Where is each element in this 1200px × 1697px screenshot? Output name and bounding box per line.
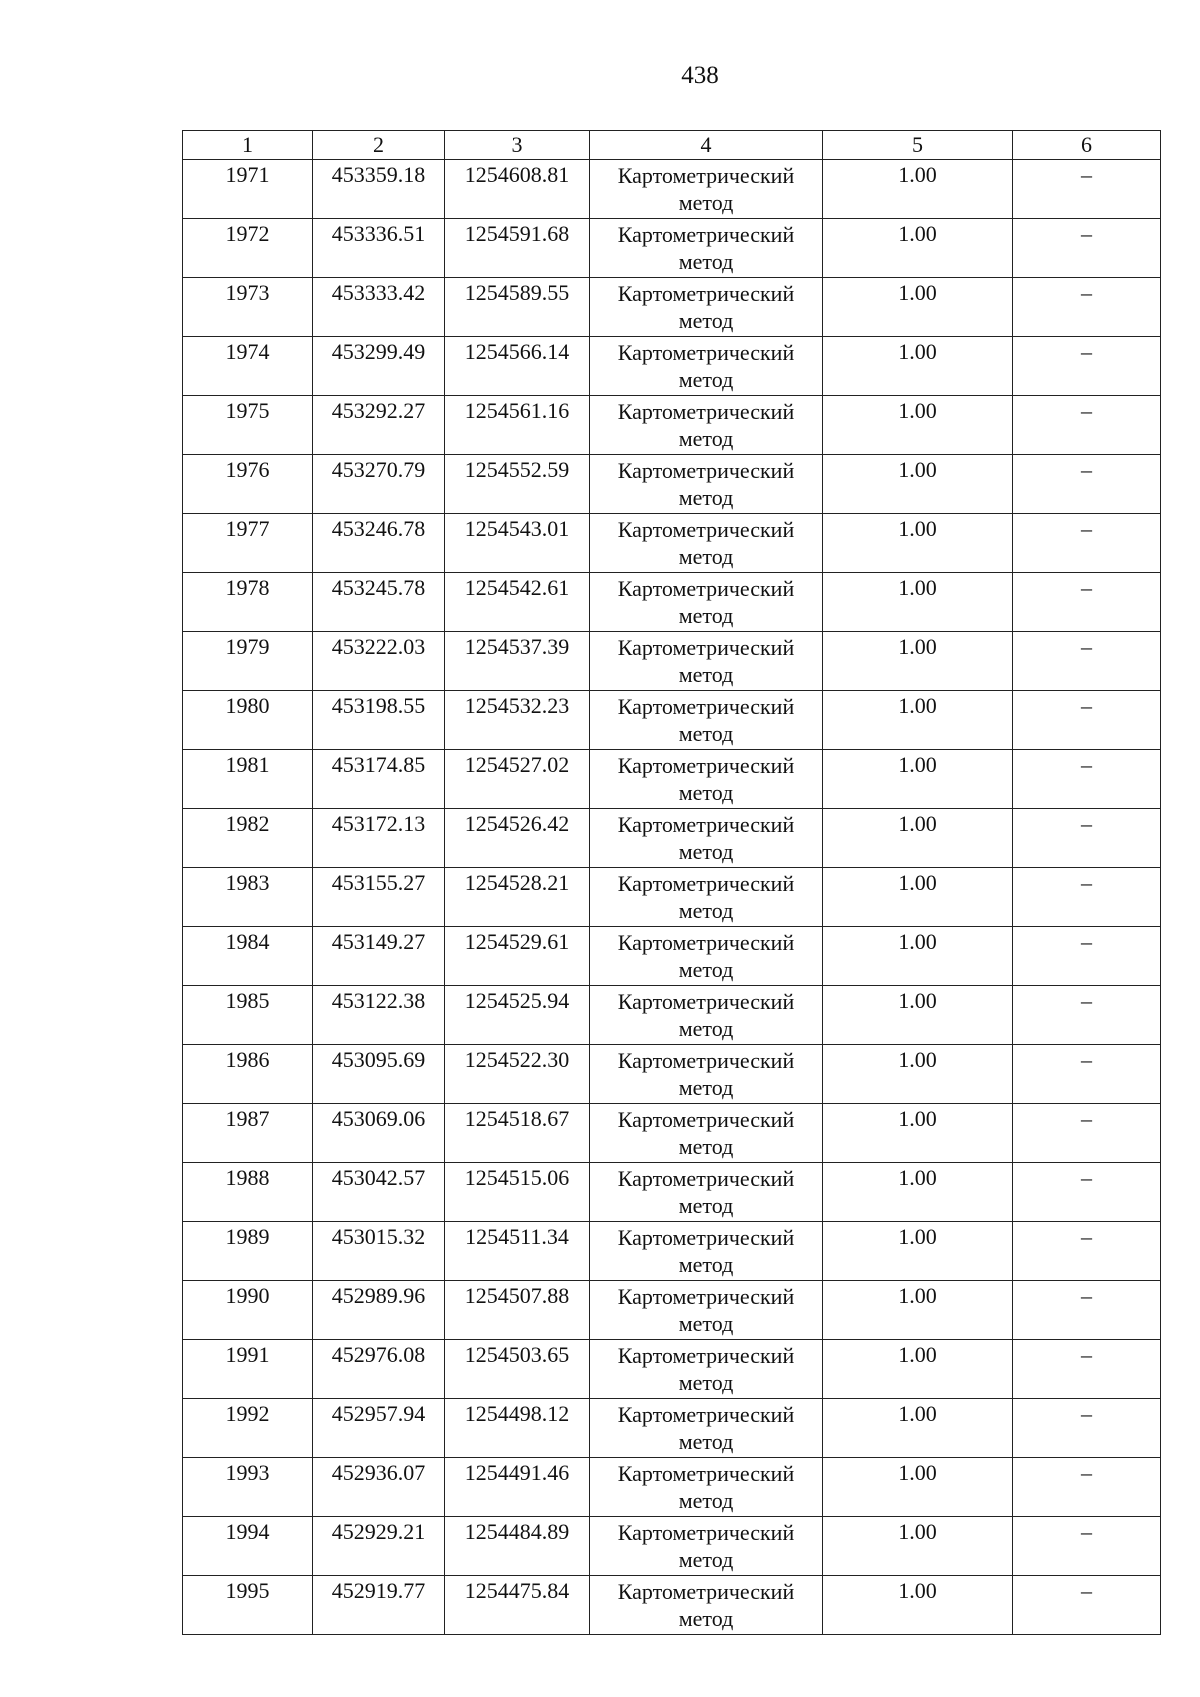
point-number-cell: 1986 [183, 1045, 313, 1104]
note-cell: – [1013, 455, 1161, 514]
point-number-cell: 1976 [183, 455, 313, 514]
point-number-cell: 1971 [183, 160, 313, 219]
accuracy-cell: 1.00 [823, 219, 1013, 278]
method-cell [590, 337, 823, 396]
y-coordinate-cell: 1254475.84 [445, 1576, 590, 1635]
x-coordinate-cell: 453299.49 [313, 337, 445, 396]
note-cell: – [1013, 1399, 1161, 1458]
accuracy-cell: 1.00 [823, 632, 1013, 691]
table-header-row [183, 131, 1161, 160]
y-coordinate-cell: 1254503.65 [445, 1340, 590, 1399]
table-row [183, 1281, 1161, 1340]
y-coordinate-cell: 1254561.16 [445, 396, 590, 455]
table-row [183, 1222, 1161, 1281]
method-line-1: Картометрический [617, 1520, 795, 1545]
note-cell: – [1013, 1517, 1161, 1576]
accuracy-cell: 1.00 [823, 573, 1013, 632]
note-cell: – [1013, 750, 1161, 809]
method-line-1: Картометрический [617, 399, 795, 424]
method-cell [590, 1399, 823, 1458]
y-coordinate-cell: 1254529.61 [445, 927, 590, 986]
x-coordinate-cell: 452957.94 [313, 1399, 445, 1458]
method-cell [590, 1163, 823, 1222]
note-cell: – [1013, 868, 1161, 927]
point-number-cell: 1993 [183, 1458, 313, 1517]
accuracy-cell: 1.00 [823, 986, 1013, 1045]
method-line-1: Картометрический [617, 635, 795, 660]
method-line-2: метод [678, 1429, 734, 1454]
x-coordinate-cell: 453172.13 [313, 809, 445, 868]
method-line-1: Картометрический [617, 222, 795, 247]
method-line-2: метод [678, 190, 734, 215]
note-cell: – [1013, 278, 1161, 337]
note-cell: – [1013, 809, 1161, 868]
accuracy-cell: 1.00 [823, 1576, 1013, 1635]
table-row [183, 809, 1161, 868]
method-line-1: Картометрический [617, 753, 795, 778]
method-line-2: метод [678, 839, 734, 864]
method-cell [590, 1104, 823, 1163]
method-line-1: Картометрический [617, 1284, 795, 1309]
method-cell [590, 160, 823, 219]
point-number-cell: 1990 [183, 1281, 313, 1340]
point-number-cell: 1992 [183, 1399, 313, 1458]
table-row [183, 1340, 1161, 1399]
y-coordinate-cell: 1254498.12 [445, 1399, 590, 1458]
note-cell: – [1013, 691, 1161, 750]
x-coordinate-cell: 453245.78 [313, 573, 445, 632]
note-cell: – [1013, 632, 1161, 691]
table-row [183, 455, 1161, 514]
point-number-cell: 1979 [183, 632, 313, 691]
method-cell [590, 396, 823, 455]
x-coordinate-cell: 453292.27 [313, 396, 445, 455]
x-coordinate-cell: 453174.85 [313, 750, 445, 809]
point-number-cell: 1974 [183, 337, 313, 396]
y-coordinate-cell: 1254515.06 [445, 1163, 590, 1222]
y-coordinate-cell: 1254527.02 [445, 750, 590, 809]
method-line-2: метод [678, 721, 734, 746]
y-coordinate-cell: 1254542.61 [445, 573, 590, 632]
table-row [183, 573, 1161, 632]
accuracy-cell: 1.00 [823, 1163, 1013, 1222]
x-coordinate-cell: 453336.51 [313, 219, 445, 278]
method-line-2: метод [678, 1370, 734, 1395]
table-row [183, 1104, 1161, 1163]
table-body [183, 131, 1161, 1635]
note-cell: – [1013, 1222, 1161, 1281]
method-line-2: метод [678, 544, 734, 569]
method-line-1: Картометрический [617, 1402, 795, 1427]
x-coordinate-cell: 453359.18 [313, 160, 445, 219]
method-line-2: метод [678, 1075, 734, 1100]
method-cell [590, 278, 823, 337]
note-cell: – [1013, 927, 1161, 986]
method-line-1: Картометрический [617, 458, 795, 483]
x-coordinate-cell: 453155.27 [313, 868, 445, 927]
table-row [183, 514, 1161, 573]
point-number-cell: 1991 [183, 1340, 313, 1399]
method-line-1: Картометрический [617, 1461, 795, 1486]
accuracy-cell: 1.00 [823, 160, 1013, 219]
method-line-2: метод [678, 426, 734, 451]
accuracy-cell: 1.00 [823, 1104, 1013, 1163]
method-cell [590, 219, 823, 278]
method-cell [590, 1576, 823, 1635]
method-line-2: метод [678, 1016, 734, 1041]
table-row [183, 927, 1161, 986]
method-line-2: метод [678, 367, 734, 392]
method-cell [590, 868, 823, 927]
table-row [183, 986, 1161, 1045]
y-coordinate-cell: 1254537.39 [445, 632, 590, 691]
accuracy-cell: 1.00 [823, 455, 1013, 514]
note-cell: – [1013, 573, 1161, 632]
method-cell [590, 1458, 823, 1517]
y-coordinate-cell: 1254566.14 [445, 337, 590, 396]
y-coordinate-cell: 1254491.46 [445, 1458, 590, 1517]
point-number-cell: 1977 [183, 514, 313, 573]
note-cell: – [1013, 1458, 1161, 1517]
accuracy-cell: 1.00 [823, 396, 1013, 455]
method-cell [590, 1517, 823, 1576]
method-line-2: метод [678, 1311, 734, 1336]
accuracy-cell: 1.00 [823, 1458, 1013, 1517]
method-cell [590, 1281, 823, 1340]
method-line-1: Картометрический [617, 1166, 795, 1191]
method-line-1: Картометрический [617, 930, 795, 955]
point-number-cell: 1988 [183, 1163, 313, 1222]
method-line-2: метод [678, 1193, 734, 1218]
x-coordinate-cell: 452936.07 [313, 1458, 445, 1517]
note-cell: – [1013, 1576, 1161, 1635]
y-coordinate-cell: 1254532.23 [445, 691, 590, 750]
table-row [183, 1045, 1161, 1104]
table-row [183, 750, 1161, 809]
header-cell-5: 5 [823, 131, 1013, 160]
point-number-cell: 1983 [183, 868, 313, 927]
method-line-2: метод [678, 249, 734, 274]
point-number-cell: 1978 [183, 573, 313, 632]
method-cell [590, 1340, 823, 1399]
method-line-2: метод [678, 1488, 734, 1513]
method-line-1: Картометрический [617, 517, 795, 542]
point-number-cell: 1975 [183, 396, 313, 455]
accuracy-cell: 1.00 [823, 809, 1013, 868]
note-cell: – [1013, 1104, 1161, 1163]
table-row [183, 1576, 1161, 1635]
method-cell [590, 986, 823, 1045]
y-coordinate-cell: 1254608.81 [445, 160, 590, 219]
method-line-2: метод [678, 957, 734, 982]
method-cell [590, 750, 823, 809]
method-line-1: Картометрический [617, 1579, 795, 1604]
method-cell [590, 809, 823, 868]
y-coordinate-cell: 1254526.42 [445, 809, 590, 868]
method-line-1: Картометрический [617, 1107, 795, 1132]
method-cell [590, 691, 823, 750]
method-line-2: метод [678, 1252, 734, 1277]
y-coordinate-cell: 1254518.67 [445, 1104, 590, 1163]
y-coordinate-cell: 1254525.94 [445, 986, 590, 1045]
x-coordinate-cell: 453333.42 [313, 278, 445, 337]
y-coordinate-cell: 1254484.89 [445, 1517, 590, 1576]
point-number-cell: 1994 [183, 1517, 313, 1576]
point-number-cell: 1982 [183, 809, 313, 868]
method-line-1: Картометрический [617, 1048, 795, 1073]
header-cell-6: 6 [1013, 131, 1161, 160]
x-coordinate-cell: 453149.27 [313, 927, 445, 986]
y-coordinate-cell: 1254522.30 [445, 1045, 590, 1104]
method-line-2: метод [678, 1606, 734, 1631]
table-row [183, 632, 1161, 691]
method-cell [590, 927, 823, 986]
accuracy-cell: 1.00 [823, 691, 1013, 750]
y-coordinate-cell: 1254507.88 [445, 1281, 590, 1340]
note-cell: – [1013, 1281, 1161, 1340]
method-line-1: Картометрический [617, 989, 795, 1014]
table-row [183, 160, 1161, 219]
accuracy-cell: 1.00 [823, 514, 1013, 573]
method-line-2: метод [678, 1134, 734, 1159]
method-line-1: Картометрический [617, 163, 795, 188]
y-coordinate-cell: 1254511.34 [445, 1222, 590, 1281]
method-cell [590, 455, 823, 514]
x-coordinate-cell: 453270.79 [313, 455, 445, 514]
accuracy-cell: 1.00 [823, 868, 1013, 927]
accuracy-cell: 1.00 [823, 1517, 1013, 1576]
method-line-2: метод [678, 603, 734, 628]
y-coordinate-cell: 1254589.55 [445, 278, 590, 337]
point-number-cell: 1981 [183, 750, 313, 809]
note-cell: – [1013, 1340, 1161, 1399]
method-line-1: Картометрический [617, 812, 795, 837]
method-line-1: Картометрический [617, 281, 795, 306]
x-coordinate-cell: 453122.38 [313, 986, 445, 1045]
accuracy-cell: 1.00 [823, 337, 1013, 396]
note-cell: – [1013, 514, 1161, 573]
page-number: 438 [681, 62, 719, 89]
table-row [183, 219, 1161, 278]
accuracy-cell: 1.00 [823, 1045, 1013, 1104]
x-coordinate-cell: 452976.08 [313, 1340, 445, 1399]
y-coordinate-cell: 1254591.68 [445, 219, 590, 278]
y-coordinate-cell: 1254528.21 [445, 868, 590, 927]
x-coordinate-cell: 453246.78 [313, 514, 445, 573]
accuracy-cell: 1.00 [823, 1222, 1013, 1281]
accuracy-cell: 1.00 [823, 927, 1013, 986]
table-row [183, 1458, 1161, 1517]
x-coordinate-cell: 452919.77 [313, 1576, 445, 1635]
accuracy-cell: 1.00 [823, 1399, 1013, 1458]
method-cell [590, 1222, 823, 1281]
point-number-cell: 1973 [183, 278, 313, 337]
accuracy-cell: 1.00 [823, 278, 1013, 337]
method-line-1: Картометрический [617, 1343, 795, 1368]
table-row [183, 691, 1161, 750]
method-line-2: метод [678, 308, 734, 333]
table-row [183, 337, 1161, 396]
header-cell-1: 1 [183, 131, 313, 160]
table-row [183, 1517, 1161, 1576]
x-coordinate-cell: 453222.03 [313, 632, 445, 691]
x-coordinate-cell: 453042.57 [313, 1163, 445, 1222]
table-row [183, 868, 1161, 927]
coordinates-table [182, 130, 1161, 1635]
method-line-2: метод [678, 1547, 734, 1572]
note-cell: – [1013, 1163, 1161, 1222]
point-number-cell: 1989 [183, 1222, 313, 1281]
point-number-cell: 1984 [183, 927, 313, 986]
header-cell-3: 3 [445, 131, 590, 160]
note-cell: – [1013, 1045, 1161, 1104]
y-coordinate-cell: 1254543.01 [445, 514, 590, 573]
note-cell: – [1013, 337, 1161, 396]
point-number-cell: 1980 [183, 691, 313, 750]
point-number-cell: 1972 [183, 219, 313, 278]
method-line-1: Картометрический [617, 340, 795, 365]
table-row [183, 278, 1161, 337]
accuracy-cell: 1.00 [823, 1281, 1013, 1340]
header-cell-2: 2 [313, 131, 445, 160]
note-cell: – [1013, 219, 1161, 278]
header-cell-4: 4 [590, 131, 823, 160]
x-coordinate-cell: 452989.96 [313, 1281, 445, 1340]
method-line-2: метод [678, 780, 734, 805]
note-cell: – [1013, 986, 1161, 1045]
x-coordinate-cell: 452929.21 [313, 1517, 445, 1576]
table-row [183, 396, 1161, 455]
x-coordinate-cell: 453069.06 [313, 1104, 445, 1163]
point-number-cell: 1987 [183, 1104, 313, 1163]
method-cell [590, 514, 823, 573]
x-coordinate-cell: 453015.32 [313, 1222, 445, 1281]
x-coordinate-cell: 453095.69 [313, 1045, 445, 1104]
accuracy-cell: 1.00 [823, 750, 1013, 809]
method-line-2: метод [678, 662, 734, 687]
method-line-1: Картометрический [617, 1225, 795, 1250]
method-cell [590, 1045, 823, 1104]
table-row [183, 1399, 1161, 1458]
method-line-1: Картометрический [617, 871, 795, 896]
x-coordinate-cell: 453198.55 [313, 691, 445, 750]
table-row [183, 1163, 1161, 1222]
y-coordinate-cell: 1254552.59 [445, 455, 590, 514]
method-line-1: Картометрический [617, 694, 795, 719]
note-cell: – [1013, 160, 1161, 219]
note-cell: – [1013, 396, 1161, 455]
method-line-2: метод [678, 898, 734, 923]
accuracy-cell: 1.00 [823, 1340, 1013, 1399]
method-line-2: метод [678, 485, 734, 510]
method-cell [590, 632, 823, 691]
method-cell [590, 573, 823, 632]
point-number-cell: 1985 [183, 986, 313, 1045]
point-number-cell: 1995 [183, 1576, 313, 1635]
method-line-1: Картометрический [617, 576, 795, 601]
